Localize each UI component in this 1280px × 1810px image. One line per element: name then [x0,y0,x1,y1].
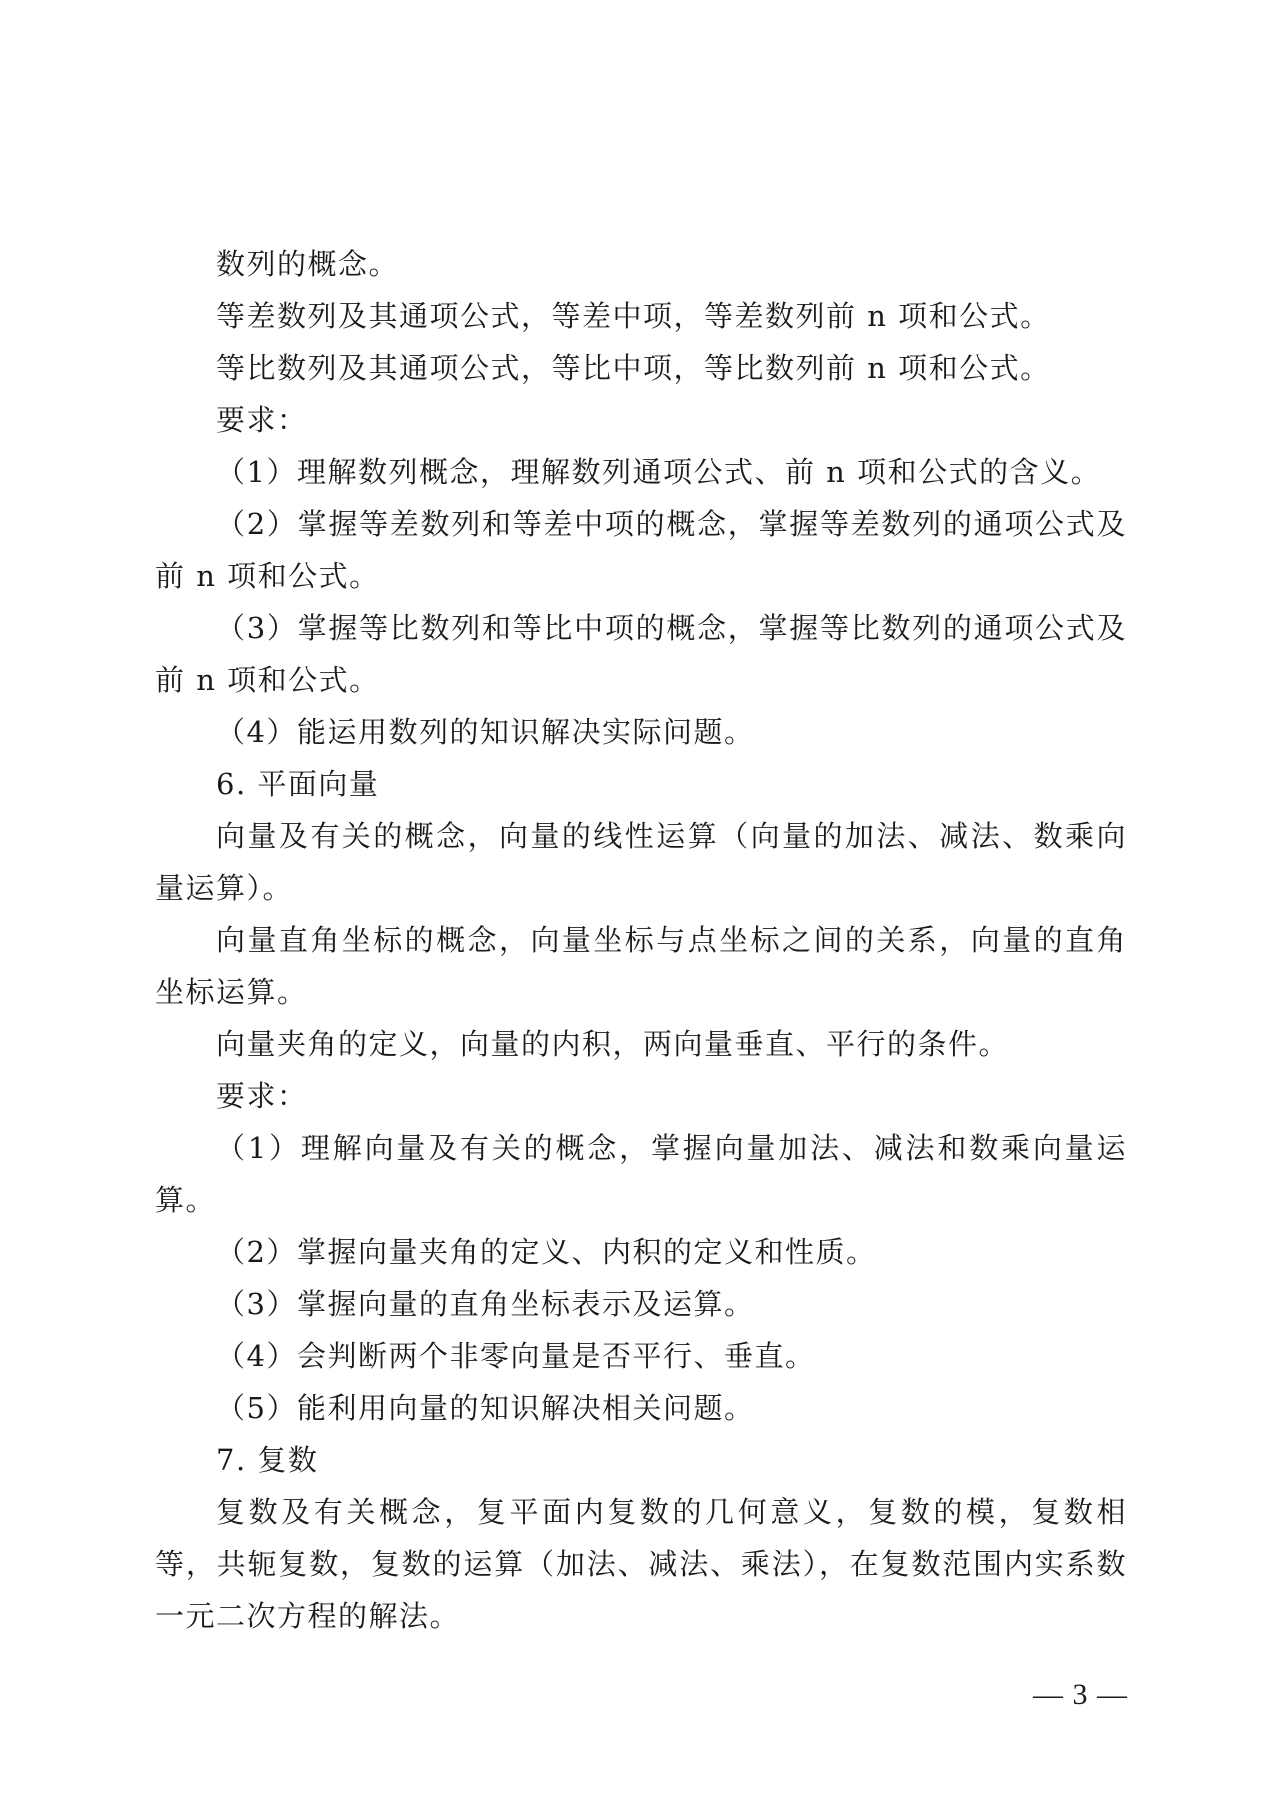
requirement-item: （1）理解向量及有关的概念，掌握向量加法、减法和数乘向量运算。 [155,1131,1127,1217]
requirement-item: （5）能利用向量的知识解决相关问题。 [216,1391,755,1425]
paragraph-vector-concepts: 向量及有关的概念，向量的线性运算（向量的加法、减法、数乘向量运算）。 [155,819,1127,905]
requirement-item: （3）掌握向量的直角坐标表示及运算。 [216,1287,755,1321]
document-body [155,238,1127,1642]
section-heading-vectors: 6. 平面向量 [216,767,380,801]
requirements-heading: 要求： [216,403,308,437]
requirement-item: （2）掌握向量夹角的定义、内积的定义和性质。 [216,1235,877,1269]
paragraph-vector-coordinates: 向量直角坐标的概念，向量坐标与点坐标之间的关系，向量的直角坐标运算。 [155,923,1127,1009]
requirement-item: （2）掌握等差数列和等差中项的概念，掌握等差数列的通项公式及前 n 项和公式。 [155,507,1127,593]
paragraph-vector-angle: 向量夹角的定义，向量的内积，两向量垂直、平行的条件。 [216,1027,1010,1061]
page-number: — 3 — [1033,1678,1128,1711]
paragraph-geometric-sequence: 等比数列及其通项公式，等比中项，等比数列前 n 项和公式。 [216,351,1051,385]
requirement-item: （1）理解数列概念，理解数列通项公式、前 n 项和公式的含义。 [216,455,1102,489]
paragraph-arithmetic-sequence: 等差数列及其通项公式，等差中项，等差数列前 n 项和公式。 [216,299,1051,333]
section-heading-complex-numbers: 7. 复数 [216,1443,319,1477]
requirement-item: （4）能运用数列的知识解决实际问题。 [216,715,755,749]
paragraph-sequence-concept: 数列的概念。 [216,247,400,281]
requirements-heading: 要求： [216,1079,308,1113]
requirement-item: （3）掌握等比数列和等比中项的概念，掌握等比数列的通项公式及前 n 项和公式。 [155,611,1127,697]
paragraph-complex-numbers: 复数及有关概念，复平面内复数的几何意义，复数的模，复数相等，共轭复数，复数的运算（加法、减法、乘法），在复数范围内实系数一元二次方程的解法。 [155,1495,1127,1633]
requirement-item: （4）会判断两个非零向量是否平行、垂直。 [216,1339,816,1373]
